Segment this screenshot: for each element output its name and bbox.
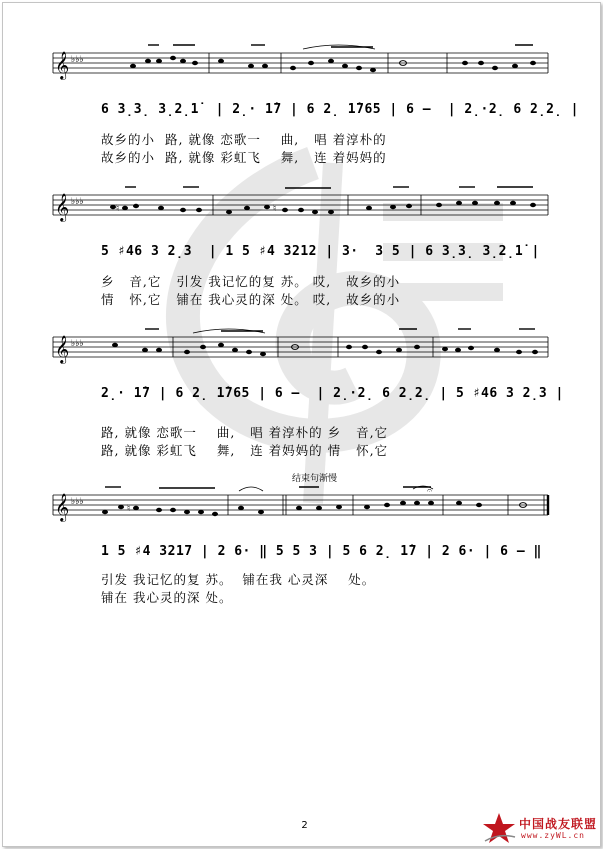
staff-system-4 xyxy=(3,483,603,543)
svg-text:𝄞: 𝄞 xyxy=(55,493,70,521)
logo-url: www.zyWL.cn xyxy=(521,831,585,840)
svg-text:♭♭♭: ♭♭♭ xyxy=(71,197,84,207)
jianpu-line-2 xyxy=(3,244,603,268)
jianpu-line-3 xyxy=(3,386,603,410)
lyric-text: 铺在 我心灵的深 处。 xyxy=(101,590,233,605)
jianpu-notes: 1 5 ♯4 3217 | 2 6· ‖ 5 5 3 | 5 6 2̣ 1̇7 | 2 6· | 6 – ‖ xyxy=(101,544,542,559)
svg-text:♭♭♭: ♭♭♭ xyxy=(71,497,84,507)
svg-text:♮: ♮ xyxy=(116,204,120,214)
lyric-text: 引发 我记忆的复 苏。 铺在我 心灵深 处。 xyxy=(101,572,376,587)
staff-system-2 xyxy=(3,183,603,243)
lyric-text: 路, 就像 彩虹飞 舞, 连 着妈妈的 情 怀,它 xyxy=(101,443,389,458)
star-logo-icon xyxy=(481,811,517,845)
svg-text:♭♭♭: ♭♭♭ xyxy=(71,339,84,349)
svg-text:𝄞: 𝄞 xyxy=(55,335,70,363)
staff-system-3 xyxy=(3,325,603,385)
lyric-verse-2-line-1 xyxy=(3,148,603,166)
lyric-verse-1-line-4 xyxy=(3,570,603,588)
lyric-verse-1-line-1 xyxy=(3,130,603,148)
svg-text:𝄐: 𝄐 xyxy=(427,486,433,496)
jianpu-line-1 xyxy=(3,102,603,126)
svg-text:𝄞: 𝄞 xyxy=(55,193,70,221)
jianpu-notes: 5 ♯46 3 2̣3 | 1 5 ♯4 3212 | 3· 3 5 | 6 3̣3̣ 3̣2̣1̇ | xyxy=(101,244,540,259)
lyric-verse-2-line-3 xyxy=(3,441,603,459)
lyric-text: 乡 音,它 引发 我记忆的复 苏。 哎, 故乡的小 xyxy=(101,274,401,289)
lyric-verse-1-line-2 xyxy=(3,272,603,290)
site-logo xyxy=(481,811,601,847)
lyric-verse-1-line-3 xyxy=(3,423,603,441)
lyric-text: 路, 就像 恋歌一 曲, 唱 着淳朴的 乡 音,它 xyxy=(101,425,389,440)
svg-text:♭♭♭: ♭♭♭ xyxy=(71,55,84,65)
lyric-verse-2-line-4 xyxy=(3,588,603,606)
svg-text:♮: ♮ xyxy=(127,504,131,514)
staff-system-1 xyxy=(3,41,603,101)
jianpu-notes: 6 3̣3̣ 3̣2̣1̇ | 2̣· 1̇7 | 6 2̣ 1̇765 | 6 – | 2̣·2̣ 6 2̣2̣ | xyxy=(101,102,579,117)
jianpu-notes: 2̣· 1̇7 | 6 2̣ 1̇765 | 6 – | 2̣·2̣ 6 2̣2̣ | 5 ♯46 3 2̣3 | xyxy=(101,386,564,401)
lyric-text: 故乡的小 路, 就像 恋歌一 曲, 唱 着淳朴的 xyxy=(101,132,387,147)
lyric-text: 故乡的小 路, 就像 彩虹飞 舞, 连 着妈妈的 xyxy=(101,150,387,165)
lyric-text: 情 怀,它 铺在 我心灵的深 处。 哎, 故乡的小 xyxy=(101,292,401,307)
score-page xyxy=(2,2,601,847)
lyric-verse-2-line-2 xyxy=(3,290,603,308)
jianpu-line-4 xyxy=(3,544,603,568)
page-number: 2 xyxy=(301,820,308,831)
svg-text:𝄞: 𝄞 xyxy=(55,51,70,79)
svg-text:♮: ♮ xyxy=(273,204,277,214)
tempo-marking: 结束句渐慢 xyxy=(292,474,338,484)
logo-name: 中国战友联盟 xyxy=(519,817,598,831)
